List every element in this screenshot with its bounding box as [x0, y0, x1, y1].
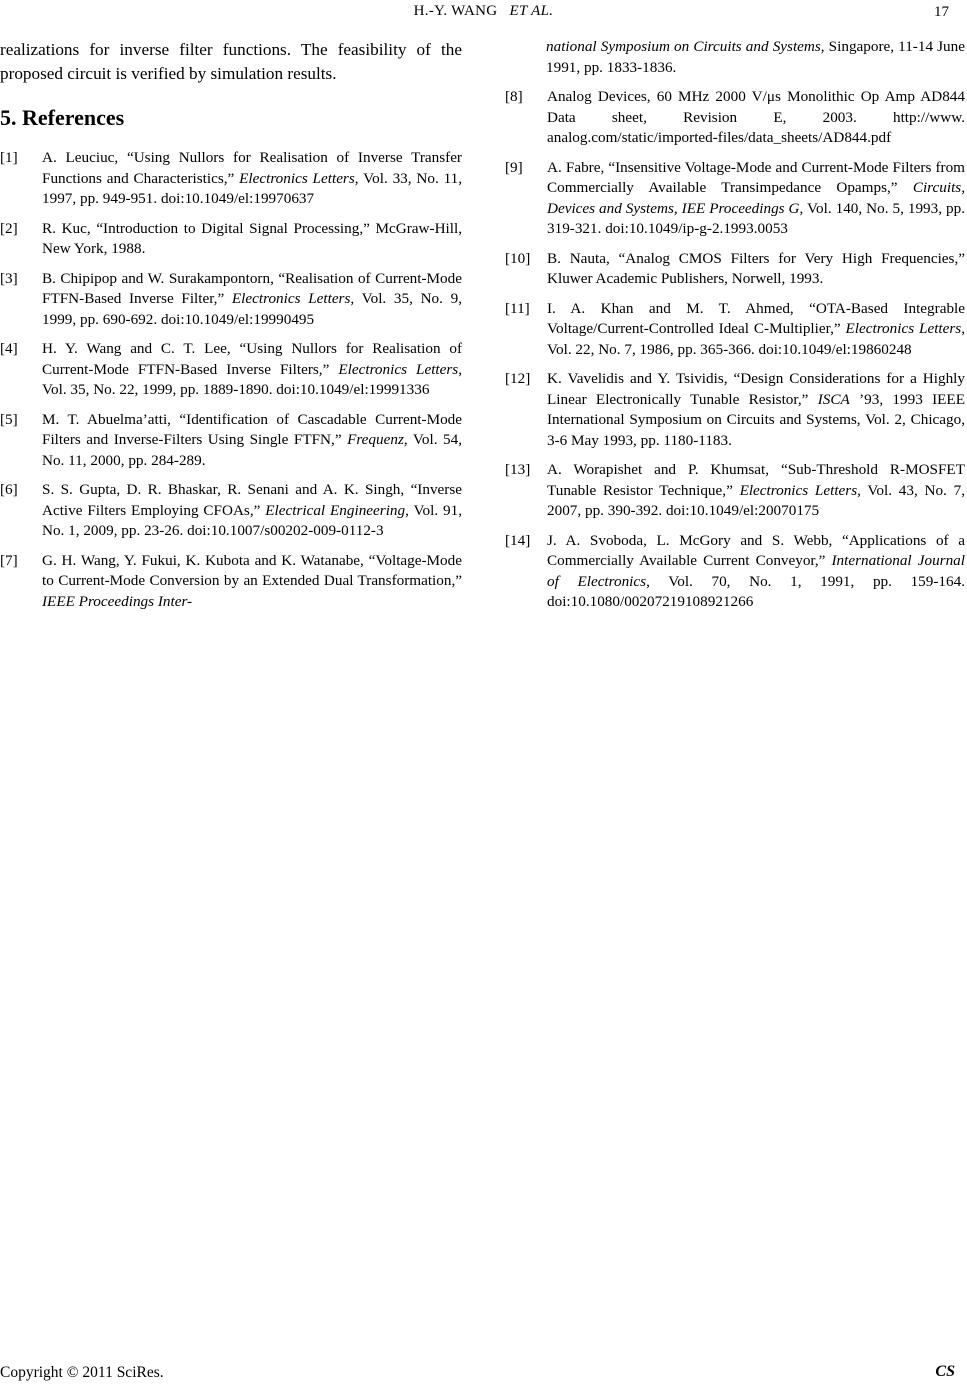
- reference-pre: J. A. Svoboda, L. McGory and S. Webb, “Applications of a Commercially Available Current Conveyor,”: [547, 531, 965, 569]
- reference-text: [42, 480, 462, 542]
- reference-text: [42, 551, 462, 613]
- left-column: [0, 38, 462, 621]
- reference-text: [547, 299, 965, 361]
- reference-ital: Electronics Letters: [239, 169, 355, 187]
- reference-ital: Electronics Letters: [231, 290, 351, 307]
- reference-ital: Electrical Engineering: [265, 501, 406, 519]
- reference-ital: IEEE Proceedings Inter-: [42, 592, 193, 610]
- reference-text: [42, 339, 462, 401]
- ref-7-cont-text: , Singapore, 11-14 June 1991, pp. 1833-1836.: [546, 38, 965, 76]
- reference-pre: R. Kuc, “Introduction to Digital Signal Processing,” McGraw-Hill, New York, 1988.: [42, 219, 462, 257]
- reference-item: [505, 249, 965, 290]
- reference-item: [0, 551, 462, 613]
- reference-pre: A. Fabre, “Insensitive Voltage-Mode and Current-Mode Filters from Commercially Available Transimpedance Opamps,”: [547, 158, 965, 196]
- reference-post: , Vol. 33, No. 11, 1997, pp. 949-951. doi:10.1049/el:19970637: [42, 169, 463, 207]
- running-header: [0, 3, 967, 20]
- reference-post: , Vol. 43, No. 7, 2007, pp. 390-392. doi:10.1049/el:20070175: [547, 481, 965, 519]
- reference-ital: Frequenz: [347, 431, 404, 448]
- reference-pre: K. Vavelidis and Y. Tsividis, “Design Considerations for a Highly Linear Electronically Tunable Resistor,”: [547, 370, 965, 408]
- reference-text: [547, 249, 965, 290]
- reference-item: [0, 410, 462, 472]
- reference-number: [10]: [505, 249, 531, 267]
- reference-pre: A. Worapishet and P. Khumsat, “Sub-Threshold R-MOSFET Tunable Resistor Technique,”: [547, 461, 965, 499]
- reference-list-left: [0, 148, 462, 612]
- reference-post: , Vol. 54, No. 11, 2000, pp. 284-289.: [42, 431, 462, 469]
- reference-item: [0, 219, 462, 260]
- reference-text: [547, 158, 965, 240]
- reference-number: [13]: [505, 461, 531, 478]
- reference-item: [505, 299, 965, 361]
- reference-number: [1]: [0, 149, 18, 166]
- reference-number: [6]: [0, 481, 18, 498]
- reference-text: [42, 148, 462, 210]
- reference-item: [0, 339, 462, 401]
- reference-pre: G. H. Wang, Y. Fukui, K. Kubota and K. Watanabe, “Voltage-Mode to Current-Mode Conversion by an Extended Dual Transformation,”: [42, 551, 462, 589]
- reference-number: [7]: [0, 551, 18, 569]
- reference-text: [547, 369, 965, 451]
- reference-pre: B. Chipipop and W. Surakampontorn, “Realisation of Current-Mode FTFN-Based Inverse Filter,”: [42, 269, 462, 307]
- reference-pre: M. T. Abuelma’atti, “Identification of Cascadable Current-Mode Filters and Inverse-Filters Using Single FTFN,”: [42, 410, 462, 448]
- reference-item: [0, 480, 462, 542]
- reference-item: [505, 369, 965, 451]
- reference-item: [0, 269, 462, 331]
- reference-item: [505, 87, 965, 149]
- reference-post: , Vol. 35, No. 22, 1999, pp. 1889-1890. doi:10.1049/el:19991336: [42, 360, 462, 398]
- reference-item: [505, 531, 965, 613]
- reference-ital: ISCA: [817, 390, 850, 408]
- section-title: 5. References: [0, 105, 125, 130]
- copyright-footer: Copyright © 2011 SciRes.: [0, 1364, 164, 1381]
- reference-text: [42, 269, 462, 331]
- reference-list-right: [505, 87, 965, 613]
- intro-paragraph: realizations for inverse filter functions. The feasibility of the proposed circuit is verified by simulation results.: [0, 40, 462, 83]
- ref-7-cont-italic: national Symposium on Circuits and Systems: [546, 38, 821, 55]
- reference-7-continued: [546, 37, 965, 78]
- reference-item: [505, 460, 965, 522]
- reference-number: [9]: [505, 158, 523, 176]
- reference-post: , Vol. 140, No. 5, 1993, pp. 319-321. doi:10.1049/ip-g-2.1993.0053: [547, 199, 966, 237]
- reference-number: [11]: [505, 299, 530, 317]
- reference-text: [42, 410, 462, 472]
- reference-pre: H. Y. Wang and C. T. Lee, “Using Nullors for Realisation of Current-Mode FTFN-Based Inverse Filters,”: [42, 340, 462, 378]
- reference-text: [547, 460, 965, 522]
- right-column: [505, 37, 965, 622]
- reference-ital: Electronics Letters: [845, 320, 962, 337]
- reference-post: ’93, 1993 IEEE International Symposium on Circuits and Systems, Vol. 2, Chicago, 3-6 May 1993, pp. 1180-1183.: [547, 390, 965, 449]
- reference-ital: Electronics Letters: [338, 360, 459, 378]
- reference-pre: B. Nauta, “Analog CMOS Filters for Very High Frequencies,” Kluwer Academic Publishers, Norwell, 1993.: [547, 249, 965, 287]
- reference-post: , Vol. 70, No. 1, 1991, pp. 159-164. doi:10.1080/00207219108921266: [547, 572, 965, 610]
- reference-number: [14]: [505, 531, 531, 549]
- reference-ital: International Journal of Electronics: [547, 552, 965, 590]
- header-etal: ET AL.: [509, 3, 554, 19]
- reference-pre: S. S. Gupta, D. R. Bhaskar, R. Senani and A. K. Singh, “Inverse Active Filters Employing CFOAs,”: [42, 481, 462, 519]
- header-author: H.-Y. WANG: [413, 3, 498, 19]
- reference-pre: A. Leuciuc, “Using Nullors for Realisation of Inverse Transfer Functions and Characteristics,”: [42, 149, 462, 187]
- reference-text: [547, 531, 965, 613]
- reference-item: [0, 148, 462, 210]
- reference-post: , Vol. 22, No. 7, 1986, pp. 365-366. doi:10.1049/el:19860248: [547, 320, 966, 358]
- reference-pre: I. A. Khan and M. T. Ahmed, “OTA-Based Integrable Voltage/Current-Controlled Ideal C-Multiplier,”: [547, 299, 965, 337]
- reference-pre: Analog Devices, 60 MHz 2000 V/μs Monolithic Op Amp AD844 Data sheet, Revision E, 2003. http://www. analog.com/static/imported-files/data_sheets/AD844.pdf: [547, 88, 965, 146]
- reference-number: [3]: [0, 269, 18, 287]
- reference-ital: Electronics Letters: [739, 481, 858, 499]
- page-number: 17: [934, 4, 949, 20]
- reference-text: [547, 87, 965, 149]
- reference-number: [4]: [0, 340, 18, 357]
- reference-number: [2]: [0, 219, 18, 237]
- reference-text: [42, 219, 462, 260]
- reference-number: [8]: [505, 88, 523, 105]
- reference-post: , Vol. 35, No. 9, 1999, pp. 690-692. doi:10.1049/el:19990495: [42, 290, 463, 328]
- journal-abbrev: CS: [935, 1363, 955, 1380]
- reference-ital: Circuits, Devices and Systems, IEE Proceedings G: [547, 179, 965, 217]
- reference-number: [12]: [505, 370, 531, 387]
- reference-post: , Vol. 91, No. 1, 2009, pp. 23-26. doi:10.1007/s00202-009-0112-3: [42, 501, 462, 539]
- reference-number: [5]: [0, 410, 18, 428]
- reference-item: [505, 158, 965, 240]
